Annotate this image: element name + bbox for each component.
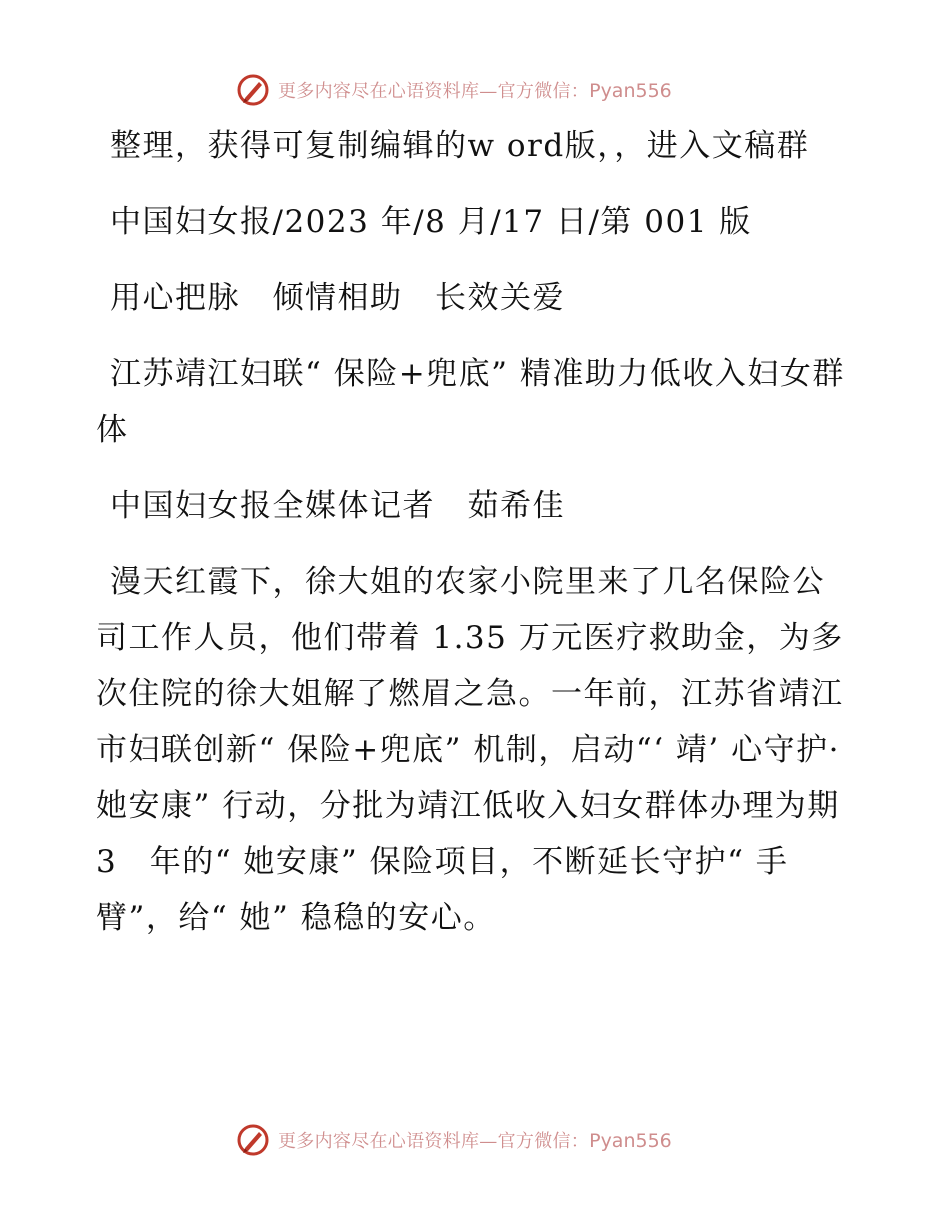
watermark-prefix: 更多内容尽在心语资料库—官方微信： bbox=[278, 1131, 590, 1152]
watermark-prefix: 更多内容尽在心语资料库—官方微信： bbox=[278, 81, 590, 102]
watermark-wechat-id: Pyan556 bbox=[589, 1130, 672, 1152]
document-body bbox=[96, 118, 856, 946]
paragraph-subheadline: 江苏靖江妇联“ 保险+兜底” 精准助力低收入妇女群体 bbox=[96, 356, 845, 448]
paragraph-headline: 用心把脉 倾情相助 长效关爱 bbox=[110, 280, 565, 316]
paragraph-byline: 中国妇女报全媒体记者 茹希佳 bbox=[110, 488, 565, 524]
watermark-header bbox=[236, 72, 672, 108]
pen-circle-logo-icon bbox=[236, 73, 270, 107]
paragraph-body: 漫天红霞下，徐大姐的农家小院里来了几名保险公司工作人员，他们带着 1.35 万元医疗救助金，为多次住院的徐大姐解了燃眉之急。一年前，江苏省靖江市妇联创新“ 保险+兜底” 机制，启动“‘ 靖’ 心守护· 她安康” 行动，分批为靖江低收入妇女群体办理为期 3 年的“ 她安康” 保险项目，不断延长守护“ 手臂”，给“ 她” 稳稳的安心。 bbox=[96, 564, 844, 936]
paragraph-intro: 整理，获得可复制编辑的w ord版，，进入文稿群 bbox=[110, 128, 810, 164]
watermark-footer bbox=[236, 1122, 672, 1158]
watermark-wechat-id: Pyan556 bbox=[589, 80, 672, 102]
paragraph-source: 中国妇女报/2023 年/8 月/17 日/第 001 版 bbox=[110, 204, 752, 240]
watermark-text bbox=[278, 77, 672, 103]
watermark-text bbox=[278, 1127, 672, 1153]
pen-circle-logo-icon bbox=[236, 1123, 270, 1157]
